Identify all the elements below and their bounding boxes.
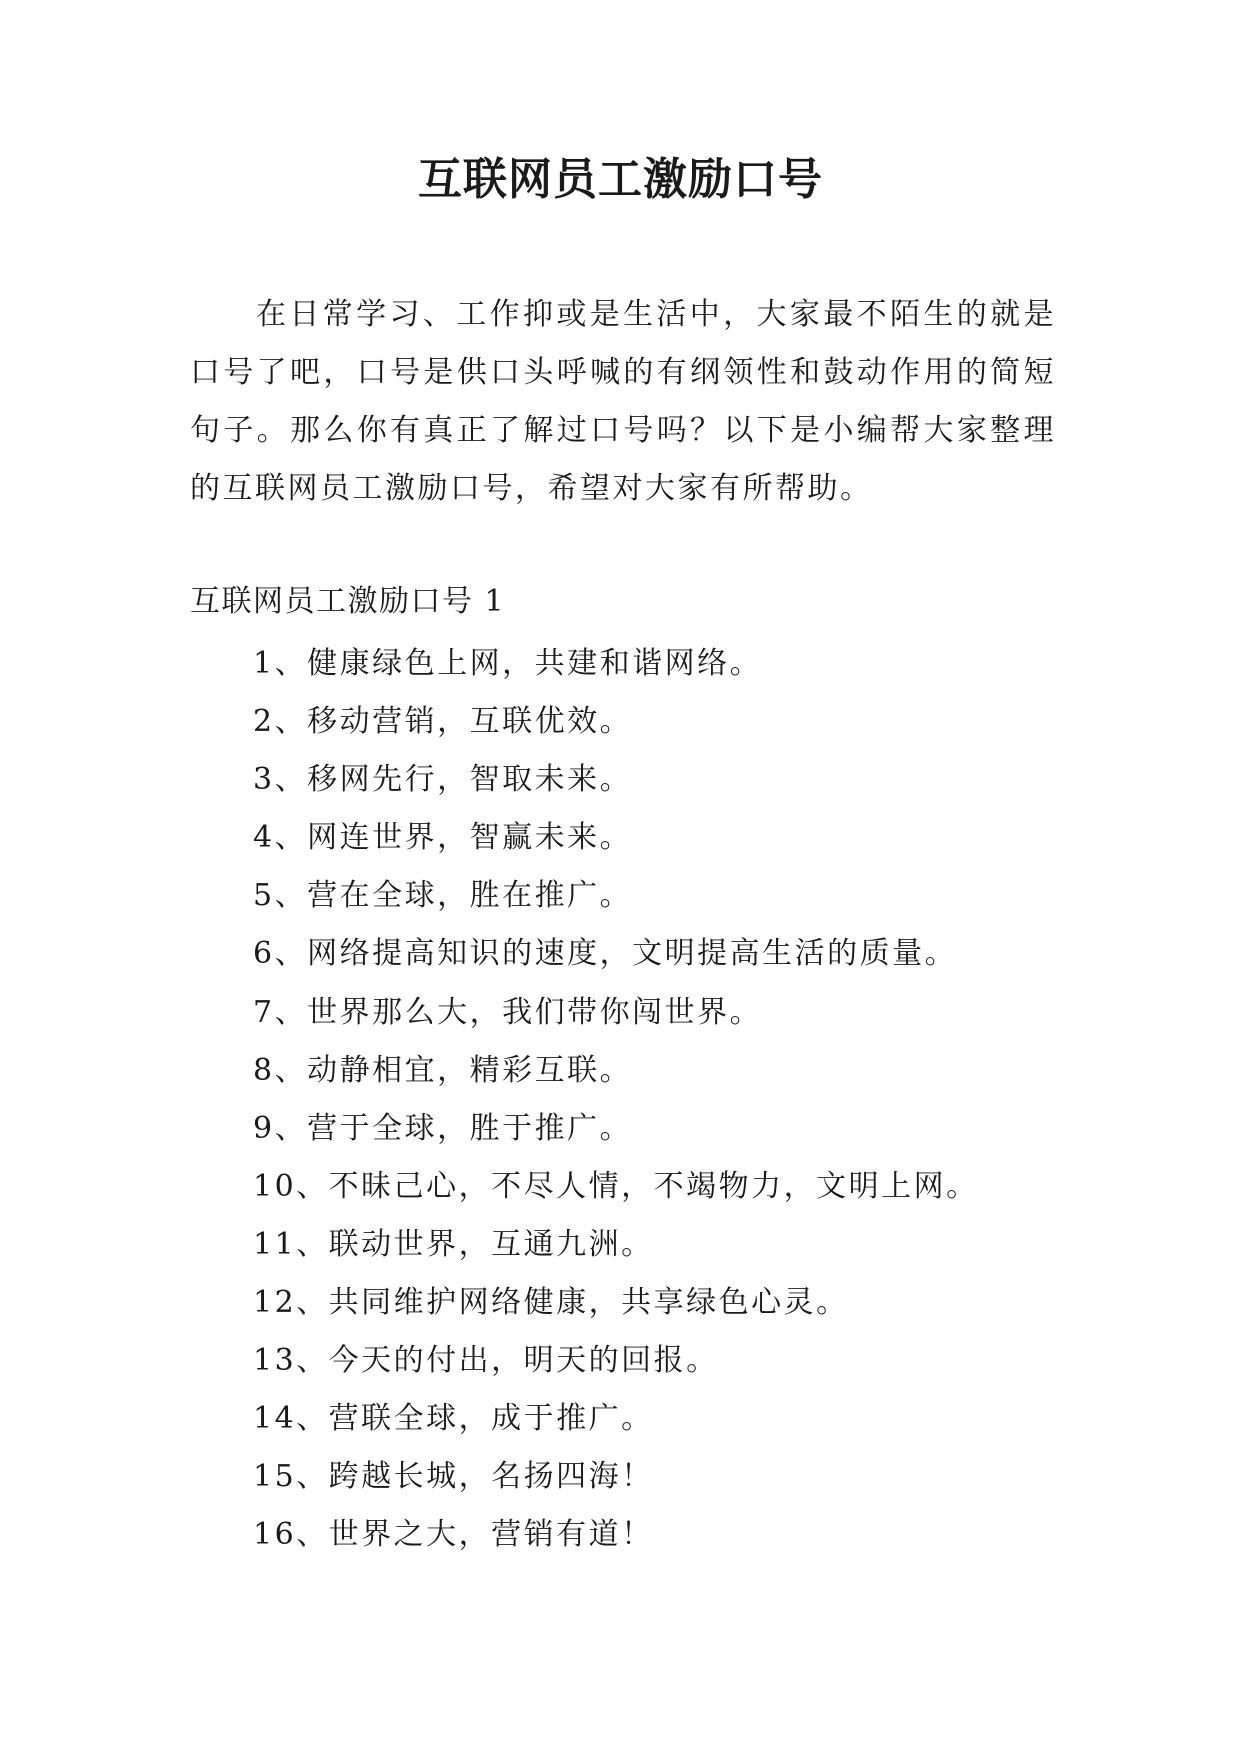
slogan-list <box>253 642 979 1572</box>
slogan-item: 12、共同维护网络健康，共享绿色心灵。 <box>253 1285 849 1321</box>
slogan-item: 8、动静相宜，精彩互联。 <box>253 1052 633 1088</box>
slogan-item: 1、健康绿色上网，共建和谐网络。 <box>253 646 763 681</box>
intro-paragraph: 在日常学习、工作抑或是生活中，大家最不陌生的就是口号了吧，口号是供口头呼喊的有纲领性和鼓动作用的简短句子。那么你有真正了解过口号吗？以下是小编帮大家整理的互联网员工激励口号，希望对大家有所帮助。 <box>190 297 1056 506</box>
slogan-item: 14、营联全球，成于推广。 <box>253 1401 654 1437</box>
slogan-item: 10、不昧己心，不尽人情，不竭物力，文明上网。 <box>253 1168 979 1204</box>
slogan-item: 2、移动营销，互联优效。 <box>253 704 633 740</box>
slogan-item: 6、网络提高知识的速度，文明提高生活的质量。 <box>253 936 958 972</box>
slogan-item: 16、世界之大，营销有道！ <box>253 1517 654 1553</box>
section-heading: 互联网员工激励口号 1 <box>190 584 506 619</box>
slogan-item: 7、世界那么大，我们带你闯世界。 <box>253 994 763 1030</box>
document-title: 互联网员工激励口号 <box>418 154 823 205</box>
slogan-item: 15、跨越长城，名扬四海！ <box>253 1459 654 1495</box>
slogan-item: 9、营于全球，胜于推广。 <box>253 1110 633 1146</box>
slogan-item: 5、营在全球，胜在推广。 <box>253 878 633 914</box>
slogan-item: 4、网连世界，智赢未来。 <box>253 820 633 856</box>
slogan-item: 11、联动世界，互通九洲。 <box>253 1226 654 1262</box>
slogan-item: 13、今天的付出，明天的回报。 <box>253 1343 719 1379</box>
slogan-item: 3、移网先行，智取未来。 <box>253 762 633 798</box>
